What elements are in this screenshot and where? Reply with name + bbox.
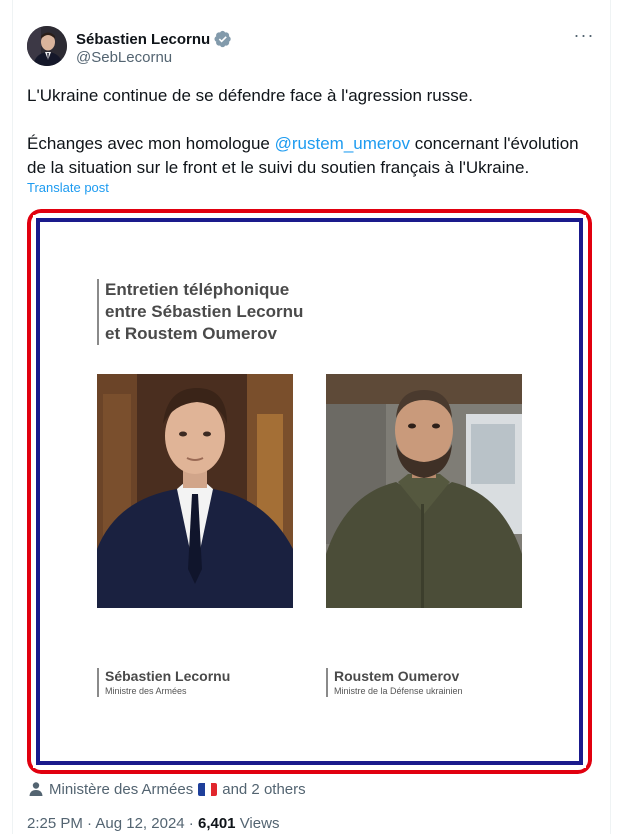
verified-badge-icon [214, 30, 232, 48]
tweet-text [27, 84, 597, 180]
media-title-line: entre Sébastien Lecornu [105, 302, 304, 321]
tweet-line-2-prefix: Échanges avec mon homologue [27, 134, 275, 153]
portrait-oumerov [326, 374, 522, 608]
author-handle[interactable]: @SebLecornu [76, 49, 173, 66]
media-image[interactable] [27, 209, 592, 774]
more-options-icon[interactable]: ··· [573, 25, 595, 45]
author-name[interactable]: Sébastien Lecornu [76, 30, 211, 48]
tweet-time[interactable]: 2:25 PM [27, 815, 83, 832]
caption-oumerov [326, 668, 463, 697]
views-label: Views [235, 815, 280, 832]
tweet-line-2 [27, 132, 597, 180]
author-name-row[interactable] [76, 29, 232, 49]
tagged-others[interactable]: and 2 others [222, 780, 306, 798]
caption-name: Roustem Oumerov [334, 668, 460, 684]
media-title-line: et Roustem Oumerov [105, 324, 277, 343]
person-icon [28, 781, 44, 797]
views-count: 6,401 [197, 815, 236, 832]
tweet-meta [27, 815, 279, 832]
caption-lecornu [97, 668, 230, 697]
caption-name: Sébastien Lecornu [105, 668, 231, 684]
tagged-account-name[interactable]: Ministère des Armées [49, 780, 194, 798]
tweet-line-1: L'Ukraine continue de se défendre face à l'agression russe. [27, 86, 473, 105]
meta-separator: · [82, 815, 96, 832]
avatar[interactable] [27, 26, 67, 66]
media-title-line: Entretien téléphonique [105, 280, 290, 299]
portrait-lecornu [97, 374, 293, 608]
mention-link[interactable]: @rustem_umerov [274, 134, 410, 153]
meta-separator: · [184, 815, 198, 832]
tweet-line-2-suffix: concernant l'évolution de la situation sur le front et le suivi du soutien français à l'Ukraine. [27, 134, 579, 177]
caption-role: Ministre de la Défense ukrainien [334, 686, 463, 696]
tagged-accounts[interactable] [28, 779, 306, 799]
translate-post-link[interactable]: Translate post [27, 180, 109, 195]
tweet-date[interactable]: Aug 12, 2024 [95, 815, 185, 832]
media-title [97, 279, 303, 345]
caption-role: Ministre des Armées [105, 686, 187, 696]
france-flag-icon [198, 783, 217, 796]
